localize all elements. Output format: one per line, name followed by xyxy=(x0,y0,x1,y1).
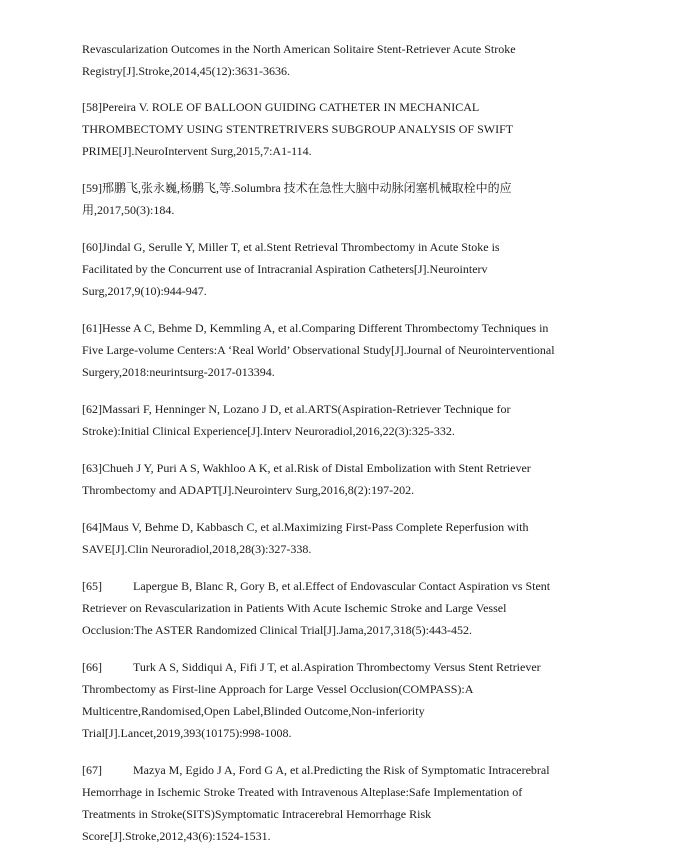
reference-item xyxy=(82,656,602,744)
reference-line: Treatments in Stroke(SITS)Symptomatic Intracerebral Hemorrhage Risk xyxy=(82,807,432,821)
reference-text: 邢鹏飞,张永巍,杨鹏飞,等.Solumbra 技术在急性大脑中动脉闭塞机械取栓中的应 xyxy=(102,181,512,195)
reference-text: Hesse A C, Behme D, Kemmling A, et al.Comparing Different Thrombectomy Techniques in xyxy=(102,321,549,335)
reference-line xyxy=(82,656,602,678)
reference-text: Chueh J Y, Puri A S, Wakhloo A K, et al.Risk of Distal Embolization with Stent Retriever xyxy=(102,461,531,475)
reference-text: Pereira V. ROLE OF BALLOON GUIDING CATHETER IN MECHANICAL xyxy=(102,100,480,114)
reference-line xyxy=(82,575,602,597)
reference-line: Score[J].Stroke,2012,43(6):1524-1531. xyxy=(82,829,271,843)
reference-line: Occlusion:The ASTER Randomized Clinical Trial[J].Jama,2017,318(5):443-452. xyxy=(82,623,472,637)
reference-line xyxy=(82,398,602,420)
reference-item xyxy=(82,236,602,302)
reference-line xyxy=(82,236,602,258)
reference-line xyxy=(82,177,602,199)
reference-item xyxy=(82,759,602,847)
reference-item xyxy=(82,516,602,560)
reference-line: Revascularization Outcomes in the North American Solitaire Stent-Retriever Acute Stroke xyxy=(82,42,516,56)
reference-item xyxy=(82,38,602,82)
reference-item xyxy=(82,398,602,442)
reference-number: [59] xyxy=(82,181,102,195)
reference-line: Five Large-volume Centers:A ‘Real World’ Observational Study[J].Journal of Neurointerventional xyxy=(82,343,555,357)
reference-item xyxy=(82,96,602,162)
reference-text: Maus V, Behme D, Kabbasch C, et al.Maximizing First-Pass Complete Reperfusion with xyxy=(102,520,529,534)
reference-line: Thrombectomy and ADAPT[J].Neurointerv Surg,2016,8(2):197-202. xyxy=(82,483,415,497)
reference-line xyxy=(82,457,602,479)
reference-line xyxy=(82,317,602,339)
reference-text: Mazya M, Egido J A, Ford G A, et al.Predicting the Risk of Symptomatic Intracerebral xyxy=(133,763,550,777)
reference-text: Turk A S, Siddiqui A, Fifi J T, et al.Aspiration Thrombectomy Versus Stent Retriever xyxy=(133,660,541,674)
reference-item xyxy=(82,177,602,221)
reference-text: Lapergue B, Blanc R, Gory B, et al.Effect of Endovascular Contact Aspiration vs Stent xyxy=(133,579,551,593)
reference-line: PRIME[J].NeuroIntervent Surg,2015,7:A1-114. xyxy=(82,144,312,158)
reference-line: Trial[J].Lancet,2019,393(10175):998-1008. xyxy=(82,726,292,740)
reference-item xyxy=(82,317,602,383)
reference-line xyxy=(82,96,602,118)
reference-number: [63] xyxy=(82,461,102,475)
reference-line: 用,2017,50(3):184. xyxy=(82,203,175,217)
reference-list xyxy=(82,38,602,862)
reference-number: [60] xyxy=(82,240,102,254)
reference-line: Hemorrhage in Ischemic Stroke Treated with Intravenous Alteplase:Safe Implementation of xyxy=(82,785,523,799)
reference-line: Surg,2017,9(10):944-947. xyxy=(82,284,207,298)
reference-line: Facilitated by the Concurrent use of Intracranial Aspiration Catheters[J].Neurointerv xyxy=(82,262,488,276)
reference-number: [61] xyxy=(82,321,102,335)
reference-line xyxy=(82,516,602,538)
reference-line: Stroke):Initial Clinical Experience[J].Interv Neuroradiol,2016,22(3):325-332. xyxy=(82,424,455,438)
reference-line: Surgery,2018:neurintsurg-2017-013394. xyxy=(82,365,275,379)
reference-text: Massari F, Henninger N, Lozano J D, et al.ARTS(Aspiration-Retriever Technique for xyxy=(102,402,511,416)
reference-text: Jindal G, Serulle Y, Miller T, et al.Stent Retrieval Thrombectomy in Acute Stoke is xyxy=(102,240,500,254)
reference-line xyxy=(82,759,602,781)
reference-number: [64] xyxy=(82,520,102,534)
reference-number: [66] xyxy=(82,660,102,674)
reference-number: [67] xyxy=(82,763,102,777)
reference-item xyxy=(82,575,602,641)
reference-line: SAVE[J].Clin Neuroradiol,2018,28(3):327-338. xyxy=(82,542,312,556)
reference-line: Retriever on Revascularization in Patients With Acute Ischemic Stroke and Large Vessel xyxy=(82,601,507,615)
reference-line: Thrombectomy as First-line Approach for Large Vessel Occlusion(COMPASS):A xyxy=(82,682,474,696)
reference-line: Multicentre,Randomised,Open Label,Blinded Outcome,Non-inferiority xyxy=(82,704,425,718)
reference-number: [62] xyxy=(82,402,102,416)
reference-line: THROMBECTOMY USING STENTRETRIVERS SUBGROUP ANALYSIS OF SWIFT xyxy=(82,122,514,136)
reference-number: [65] xyxy=(82,579,102,593)
reference-number: [58] xyxy=(82,100,102,114)
reference-item xyxy=(82,457,602,501)
reference-line: Registry[J].Stroke,2014,45(12):3631-3636. xyxy=(82,64,290,78)
